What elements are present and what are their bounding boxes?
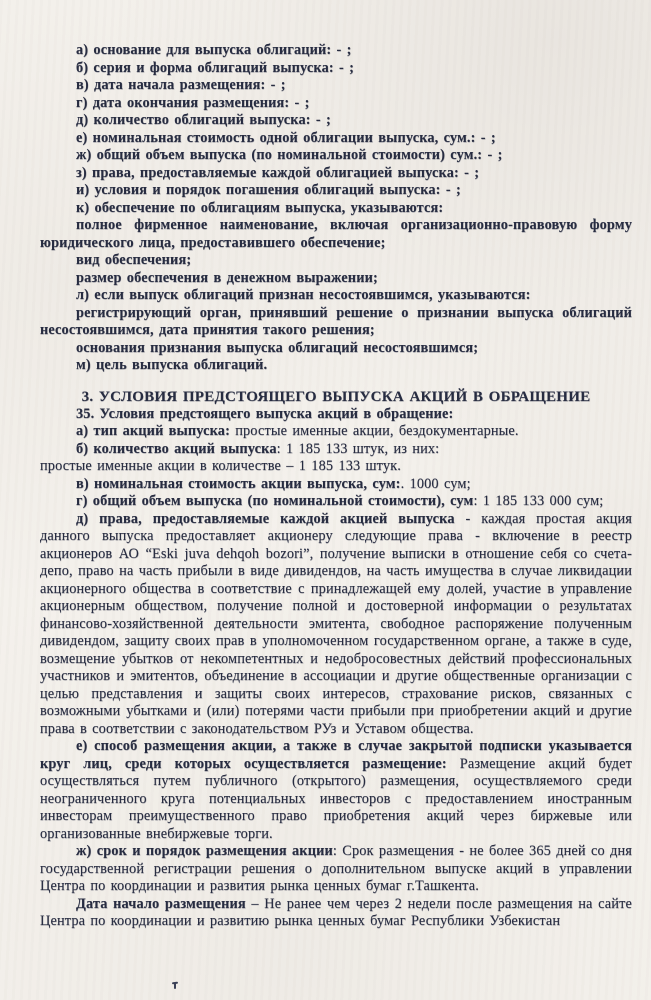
bond-clause-k: к) обеспечение по облигациям выпуска, указываются:: [76, 199, 444, 216]
share-clause-a: [40, 423, 632, 441]
para-35-lead: 35. Условия предстоящего выпуска акций в обращение:: [76, 405, 454, 422]
share-clause-d-lead: д) права, предоставляемые каждой акцией выпуска: [76, 510, 455, 527]
bond-clause-k-detail-1: полное фирменное наименование, включая организационно-правовую форму юридического лица, предоставившего обеспечение;: [40, 217, 632, 251]
share-clause-a-rest: простые именные акции, бездокументарные.: [229, 423, 519, 439]
bond-clause-v: в) дата начала размещения: - ;: [76, 77, 286, 93]
share-clause-zh-rest: : Срок размещения - не более 365 дней со дня государственной регистрации решения о дополнительном выпуске акций в управлении Центра по координации и развития рынка ценных бумаг г.Ташкента.: [40, 843, 632, 894]
bond-clause-e: е) номинальная стоимость одной облигации выпуска, сум.: - ;: [76, 129, 496, 146]
bond-clause-l-detail-2: основания признания выпуска облигаций несостоявшимся;: [76, 339, 479, 356]
share-clause-g-rest: : 1 185 133 000 сум;: [473, 493, 604, 509]
share-clause-b-lead: б) количество акций выпуска: [76, 440, 277, 457]
share-clause-b-detail-text: простые именные акции в количестве – 1 185 133 штук.: [40, 458, 401, 474]
ink-artifact: [172, 982, 179, 990]
share-clause-g-lead: г) общий объем выпуска (по номинальной стоимости), сум: [76, 493, 474, 509]
share-clause-v: [40, 476, 632, 494]
bond-clause-b: б) серия и форма облигаций выпуска: - ;: [76, 59, 355, 76]
share-clause-e-rest: Размещение акций будет осуществляться путем публичного (открытого) размещения, осуществляемого среди неограниченного круга потенциальных инвесторов с предоставлением иностранным инвесторам преимущественного право приобретения акций через биржевые или организованные внебиржевые торги.: [40, 755, 632, 842]
bond-clause-k-detail-3: размер обеспечения в денежном выражении;: [76, 269, 378, 286]
share-clause-b-rest: : 1 185 133 штук, из них:: [276, 440, 440, 457]
share-clause-zh: [40, 843, 632, 896]
bond-clause-a: а) основание для выпуска облигаций: - ;: [76, 42, 352, 58]
bond-clause-d: д) количество облигаций выпуска: - ;: [76, 112, 331, 128]
share-clause-e: [40, 738, 632, 843]
share-clause-a-lead: а) тип акций выпуска:: [76, 423, 230, 439]
share-clause-v-rest: . 1000 сум;: [400, 475, 471, 492]
document-body: [40, 42, 632, 931]
bond-clause-l: л) если выпуск облигаций признан несостоявшимся, указываются:: [76, 287, 531, 303]
share-clause-d-rest: - каждая простая акция данного выпуска предоставляет акционеру следующие права - включение в реестр акционеров АО “Eski juva dehqoh bozori”, получение выписки в отношение себя со счета-депо, право на часть прибыли в виде дивидендов, на часть имущества в случае ликвидации акционерного общества в соответствие с принадлежащей ему долей, участие в управление акционерным обществом, получение полной и достоверной информации о результатах финансово-хозяйственной деятельности эмитента, свободное распоряжение полученным дивидендом, защиту своих прав в уполномоченном государственном органе, а также в суде, возмещение убытков от некомпетентных и недобросовестных действий профессиональных участников и эмитентов, объединение в ассоциации и другие общественные организации с целью представления и защиты своих интересов, страхование рисков, связанных с возможными убытками и (или) потерями части прибыли при приобретении акций и другие права в соответствии с законодательством РУз и Уставом общества.: [40, 510, 632, 737]
placement-start-date: [40, 896, 632, 931]
bond-clause-z: з) права, предоставляемые каждой облигацией выпуска: - ;: [76, 164, 480, 181]
share-clause-v-lead: в) номинальная стоимость акции выпуска, сум:: [76, 475, 401, 492]
bond-clause-i: и) условия и порядок погашения облигаций выпуска: - ;: [76, 182, 461, 198]
share-clause-e-lead: е) способ размещения акции, а также в случае закрытой подписки указывается круг лиц, среди которых осуществляется размещение:: [40, 738, 632, 772]
para-35: [40, 406, 632, 424]
section-3-heading: 3. УСЛОВИЯ ПРЕДСТОЯЩЕГО ВЫПУСКА АКЦИЙ В ОБРАЩЕНИЕ: [81, 388, 591, 405]
bond-clause-k-detail-2: вид обеспечения;: [76, 252, 192, 268]
bond-clause-zh: ж) общий объем выпуска (по номинальной стоимости) сум.: - ;: [76, 147, 503, 163]
bond-clause-m: м) цель выпуска облигаций.: [76, 357, 268, 373]
share-clause-b-detail: [40, 458, 632, 476]
bond-clause-g: г) дата окончания размещения: - ;: [76, 94, 310, 111]
placement-start-date-rest: – Не ранее чем через 2 недели после размещения на сайте Центра по координации и развитию рынка ценных бумаг Республики Узбекистан: [40, 895, 632, 929]
placement-start-date-lead: Дата начало размещения: [76, 895, 246, 912]
bond-clause-l-detail-1: регистрирующий орган, принявший решение о признании выпуска облигаций несостоявшимся, дата принятия такого решения;: [40, 304, 632, 338]
share-clause-b: [40, 441, 632, 459]
share-clause-d: [40, 511, 632, 739]
share-clause-g: [40, 493, 632, 511]
share-clause-zh-lead: ж) срок и порядок размещения акции: [76, 843, 333, 859]
